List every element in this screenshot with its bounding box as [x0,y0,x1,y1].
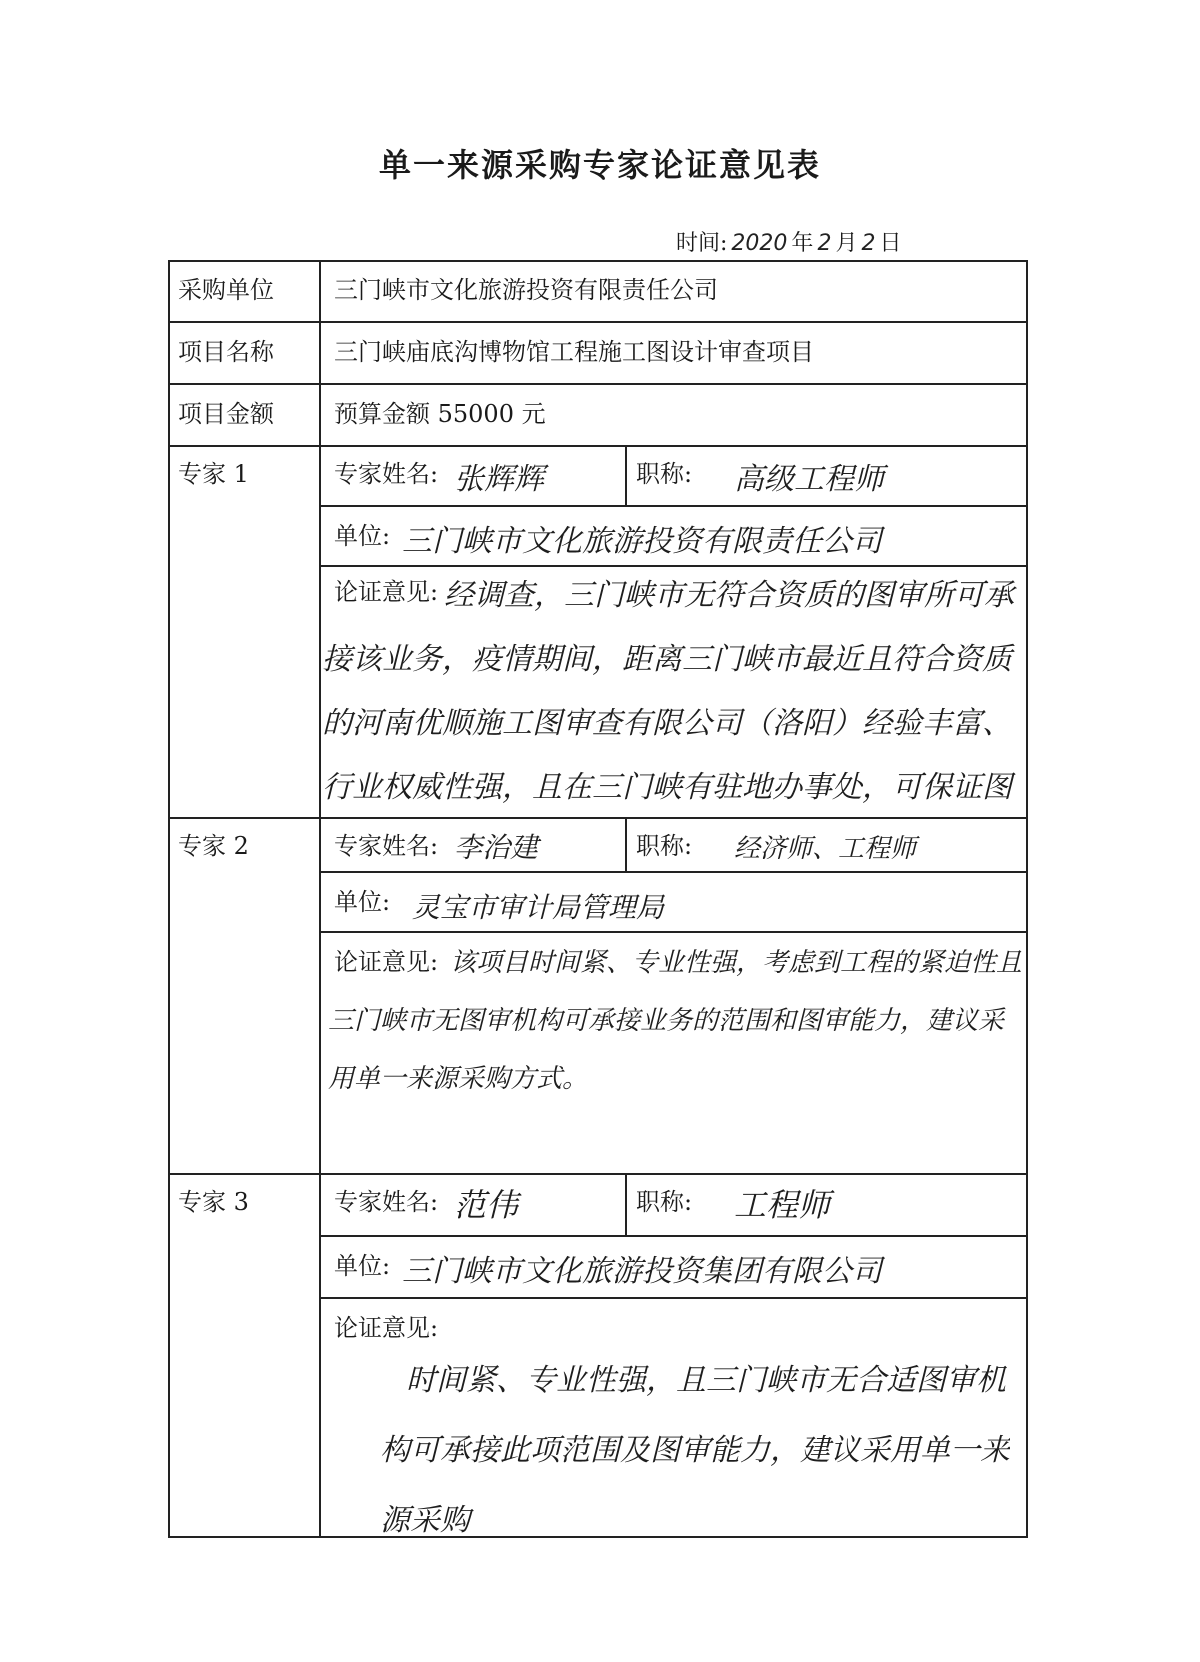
amount-value: 预算金额 55000 元 [334,400,546,428]
date-year: 2020 [731,231,788,256]
expert-3-unit-label: 单位: [334,1252,391,1280]
expert-3-label: 专家 3 [178,1188,249,1216]
expert-3-title-value: 工程师 [734,1186,831,1224]
expert-1-label: 专家 1 [178,460,249,488]
date-day-suffix: 日 [879,231,902,256]
project-label: 项目名称 [178,338,274,366]
date-label: 时间: [676,231,728,256]
expert-3-name-label: 专家姓名: [334,1188,439,1216]
expert-2-unit-value: 灵宝市审计局管理局 [412,891,665,924]
date-day: 2 [861,231,876,256]
expert-2-opinion-label: 论证意见: [334,948,439,976]
purchaser-value: 三门峡市文化旅游投资有限责任公司 [334,276,718,304]
expert-2-opinion-value: 该项目时间紧、专业性强，考虑到工程的紧迫性且三门峡市无图审机构可承接业务的范围和图审能力，建议采用单一来源采购方式。 [328,948,1022,1094]
expert-2-name-label: 专家姓名: [334,832,439,860]
expert-1-unit-value: 三门峡市文化旅游投资有限责任公司 [402,524,882,559]
expert-3-unit-value: 三门峡市文化旅游投资集团有限公司 [402,1254,882,1289]
expert-2-name-value: 李治建 [454,831,539,864]
expert-1-name-value: 张辉辉 [454,462,544,497]
expert-2-unit-label: 单位: [334,888,391,916]
opinion-form-table [168,260,1028,1538]
expert-2-label: 专家 2 [178,832,249,860]
expert-3-name-value: 范伟 [454,1186,519,1224]
expert-1-title-value: 高级工程师 [734,462,884,497]
expert-3-opinion-label: 论证意见: [334,1314,439,1342]
date-month: 2 [817,231,832,256]
expert-1-unit-label: 单位: [334,522,391,550]
project-value: 三门峡庙底沟博物馆工程施工图设计审查项目 [334,338,814,366]
purchaser-label: 采购单位 [178,276,274,304]
expert-3-opinion-value: 时间紧、专业性强，且三门峡市无合适图审机构可承接此项范围及图审能力，建议采用单一来源采购 [380,1363,1010,1536]
expert-1-name-label: 专家姓名: [334,460,439,488]
amount-label: 项目金额 [178,400,274,428]
expert-1-opinion-value: 经调查，三门峡市无符合资质的图审所可承接该业务，疫情期间，距离三门峡市最近且符合资质的河南优顺施工图审查有限公司（洛阳）经验丰富、行业权威性强，且在三门峡有驻地办事处，可保证图 [322,578,1014,805]
expert-3-title-label: 职称: [636,1188,693,1216]
expert-1-opinion-label: 论证意见: [334,578,439,606]
form-date [676,226,901,257]
expert-2-title-value: 经济师、工程师 [734,834,917,864]
expert-2-title-label: 职称: [636,832,693,860]
form-title: 单一来源采购专家论证意见表 [378,146,821,184]
expert-1-title-label: 职称: [636,460,693,488]
date-month-suffix: 月 [835,231,858,256]
date-year-suffix: 年 [791,231,814,256]
